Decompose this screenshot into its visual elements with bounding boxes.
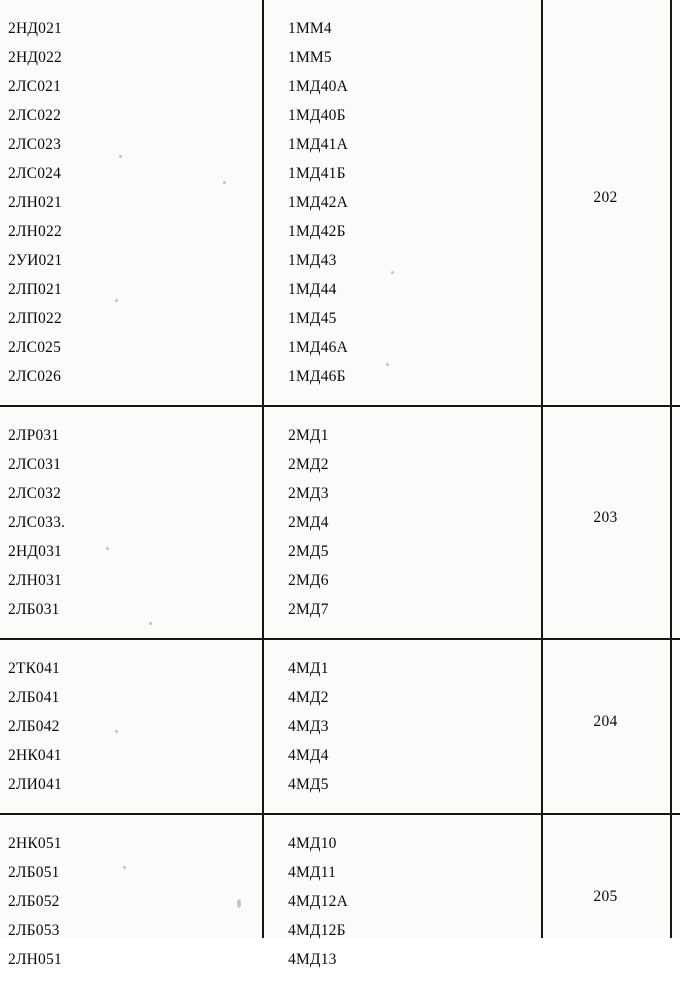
table-row [0,159,680,188]
cell-marking: 1МД42Б [288,223,346,240]
cell-designation: 2ЛН051 [8,951,62,968]
cell-group-code: 203 [593,508,618,526]
cell-designation: 2ЛН022 [8,223,62,240]
cell-marking: 1МД40Б [288,107,346,124]
cell-designation: 2ЛС022 [8,107,62,124]
cell-marking: 4МД4 [288,747,329,764]
scan-speck [123,866,126,869]
table-row [0,916,680,945]
cell-marking: 4МД12А [288,893,348,910]
table-row [0,130,680,159]
cell-designation: 2ЛС026 [8,368,62,385]
cell-marking: 1ММ4 [288,20,332,37]
scan-speck [115,730,118,733]
cell-designation: 2ЛБ052 [8,893,60,910]
table-row [0,43,680,72]
scan-speck [119,155,122,158]
cell-marking: 1МД43 [288,252,337,269]
table-row [0,654,680,683]
group-top-spacer [0,0,680,14]
cell-designation: 2ЛС025 [8,339,62,356]
table-row [0,566,680,595]
table-row [0,72,680,101]
group-bottom-spacer [0,974,680,988]
scan-speck [223,181,226,184]
table-row [0,421,680,450]
table-group [0,815,680,988]
cell-marking: 4МД12Б [288,922,346,939]
scan-speck [149,622,152,625]
group-rows [0,654,680,799]
cell-designation: 2ЛП021 [8,281,62,298]
cell-marking: 2МД2 [288,456,329,473]
cell-designation: 2ЛР031 [8,427,60,444]
scan-speck [391,271,394,274]
table-row [0,741,680,770]
table-row [0,595,680,624]
cell-designation: 2ЛБ051 [8,864,60,881]
table-row [0,304,680,333]
cell-designation: 2ЛС032 [8,485,62,502]
table-row [0,275,680,304]
group-top-spacer [0,640,680,654]
group-bottom-spacer [0,391,680,405]
cell-marking: 4МД5 [288,776,329,793]
cell-marking: 1МД40А [288,78,348,95]
cell-designation: 2ЛБ031 [8,601,60,618]
cell-marking: 2МД3 [288,485,329,502]
table-row [0,246,680,275]
cell-marking: 1МД46А [288,339,348,356]
group-top-spacer [0,815,680,829]
cell-marking: 1МД44 [288,281,337,298]
cell-marking: 4МД2 [288,689,329,706]
cell-designation: 2ЛС024 [8,165,62,182]
cell-designation: 2ЛН021 [8,194,62,211]
group-rows [0,421,680,624]
cell-designation: 2ЛН031 [8,572,62,589]
table-row [0,333,680,362]
cell-marking: 2МД5 [288,543,329,560]
scan-speck [237,899,241,908]
cell-designation: 2ЛС033. [8,514,66,531]
group-bottom-spacer [0,624,680,638]
cell-group-code: 205 [593,887,618,905]
table-row [0,450,680,479]
scan-speck [106,547,109,550]
cell-designation: 2ЛС023 [8,136,62,153]
group-rows [0,14,680,391]
cell-designation: 2НД031 [8,543,62,560]
cell-marking: 2МД6 [288,572,329,589]
cell-marking: 1МД46Б [288,368,346,385]
cell-marking: 2МД7 [288,601,329,618]
table-group [0,640,680,815]
table-row [0,945,680,974]
cell-marking: 4МД13 [288,951,337,968]
cell-designation: 2ЛБ053 [8,922,60,939]
cell-marking: 1МД41Б [288,165,346,182]
cell-designation: 2НК041 [8,747,62,764]
cell-marking: 4МД10 [288,835,337,852]
cell-marking: 4МД11 [288,864,337,881]
table-row [0,479,680,508]
table-row [0,101,680,130]
cell-designation: 2НД021 [8,20,62,37]
table-row [0,683,680,712]
table-row [0,14,680,43]
cell-designation: 2НК051 [8,835,62,852]
cell-marking: 1МД41А [288,136,348,153]
group-bottom-spacer [0,799,680,813]
cell-marking: 1МД45 [288,310,337,327]
table-group [0,407,680,640]
cell-designation: 2ЛС031 [8,456,62,473]
cell-group-code: 202 [593,188,618,206]
cell-marking: 1МД42А [288,194,348,211]
cell-marking: 1ММ5 [288,49,332,66]
cell-designation: 2ЛБ041 [8,689,60,706]
cell-marking: 4МД3 [288,718,329,735]
cell-designation: 2УИ021 [8,252,63,269]
table-group [0,0,680,407]
scan-speck [115,299,118,302]
group-top-spacer [0,407,680,421]
cell-marking: 4МД1 [288,660,329,677]
table-row [0,829,680,858]
scan-speck [386,363,389,366]
table-row [0,217,680,246]
cell-designation: 2НД022 [8,49,62,66]
table-row [0,537,680,566]
cell-designation: 2ТК041 [8,660,61,677]
cell-marking: 2МД4 [288,514,329,531]
cell-designation: 2ЛС021 [8,78,62,95]
table-row [0,858,680,887]
cell-designation: 2ЛБ042 [8,718,60,735]
group-rows [0,829,680,974]
table-row [0,362,680,391]
cell-designation: 2ЛИ041 [8,776,62,793]
cell-marking: 2МД1 [288,427,329,444]
cell-group-code: 204 [593,712,618,730]
cell-designation: 2ЛП022 [8,310,62,327]
table-row [0,770,680,799]
